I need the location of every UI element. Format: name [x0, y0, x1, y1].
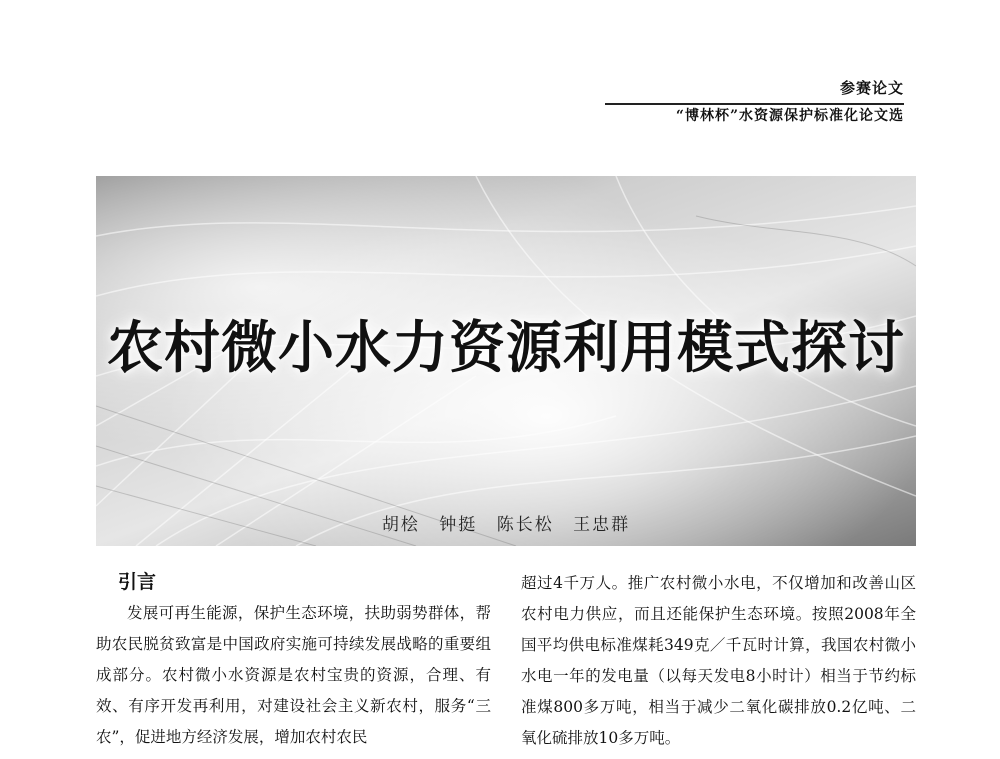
- right-column: [521, 568, 916, 754]
- author-list: [96, 510, 916, 535]
- section-tag: 参赛论文: [839, 79, 904, 97]
- body-paragraph: 发展可再生能源，保护生态环境，扶助弱势群体，帮助农民脱贫致富是中国政府实施可持续发展战略的重要组成部分。农村微小水资源是农村宝贵的资源，合理、有效、有序开发再利用，对建设社会主义新农村，服务“三农”，促进地方经济发展，增加农村农民: [96, 604, 491, 746]
- body-paragraph-continued: 超过4千万人。推广农村微小水电，不仅增加和改善山区农村电力供应，而且还能保护生态环境。按照2008年全国平均供电标准煤耗349克／千瓦时计算，我国农村微小水电一年的发电量（以每天发电8小时计）相当于节约标准煤800多万吨，相当于减少二氧化碳排放0.2亿吨、二氧化硫排放10多万吨。: [521, 574, 916, 747]
- title-banner: [96, 176, 916, 546]
- intro-heading: 引言: [118, 571, 157, 593]
- series-title: “博林杯”水资源保护标准化论文选: [675, 108, 904, 124]
- author-name: 胡桧: [381, 515, 420, 535]
- author-name: 钟挺: [439, 515, 478, 535]
- author-name: 陈长松: [496, 515, 554, 535]
- header-block: [840, 78, 904, 98]
- header-divider: [605, 103, 904, 105]
- article-title: 农村微小水力资源利用模式探讨: [107, 316, 905, 381]
- author-name: 王忠群: [573, 515, 631, 535]
- left-column: [96, 568, 491, 753]
